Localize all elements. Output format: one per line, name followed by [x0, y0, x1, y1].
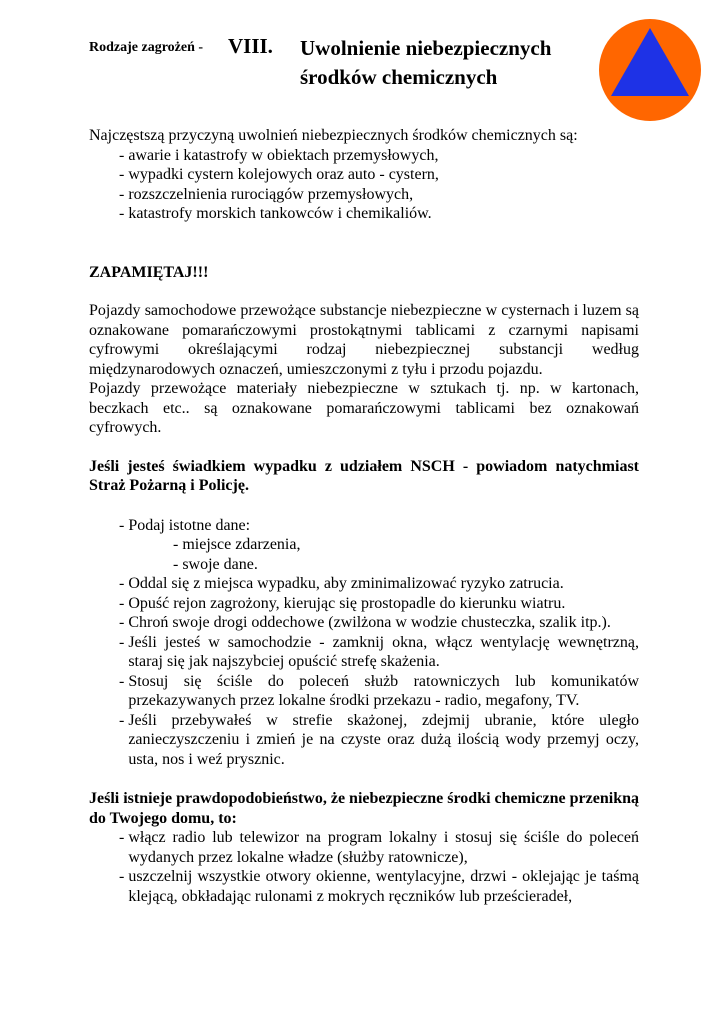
- section-label: Rodzaje zagrożeń -: [89, 40, 204, 55]
- witness-step: - Jeśli jesteś w samochodzie - zamknij okna, włącz wentylację wewnętrzną, staraj się jak najszybciej opuścić strefę skażenia.: [119, 633, 639, 670]
- civil-defence-logo-icon: [598, 18, 702, 122]
- cause-item: - wypadki cystern kolejowych oraz auto - cystern,: [119, 166, 439, 183]
- witness-step: - Opuść rejon zagrożony, kierując się prostopadle do kierunku wiatru.: [119, 594, 566, 612]
- provide-data-item: - Podaj istotne dane:: [119, 516, 251, 534]
- home-heading: Jeśli istnieje prawdopodobieństwo, że niebezpieczne środki chemiczne przenikną do Twojego domu, to:: [89, 790, 639, 827]
- intro-lead: Najczęstszą przyczyną uwolnień niebezpiecznych środków chemicznych są:: [89, 127, 578, 144]
- remember-heading: ZAPAMIĘTAJ!!!: [89, 263, 209, 281]
- document-body: [89, 126, 639, 906]
- chapter-number: VIII.: [228, 34, 273, 58]
- witness-step: - Jeśli przebywałeś w strefie skażonej, zdejmij ubranie, które uległo zanieczyszczeniu i zmień je na czyste oraz dużą ilością wody przemyj oczy, usta, nos i weź prysznic.: [119, 711, 639, 768]
- chapter-title: [300, 34, 551, 92]
- chapter-title-line-1: Uwolnienie niebezpiecznych: [300, 36, 552, 60]
- data-subitem: - swoje dane.: [173, 555, 258, 573]
- chapter-title-line-2: środków chemicznych: [300, 65, 498, 89]
- cause-item: - rozszczelnienia rurociągów przemysłowych,: [119, 185, 414, 203]
- page-header: [0, 0, 724, 130]
- remember-paragraph-2: Pojazdy przewożące materiały niebezpieczne w sztukach tj. np. w kartonach, beczkach etc.. są oznakowane pomarańczowymi tablicami bez oznakowań cyfrowych.: [89, 380, 639, 436]
- witness-heading: Jeśli jesteś świadkiem wypadku z udziałem NSCH - powiadom natychmiast Straż Pożarną i Policję.: [89, 457, 639, 494]
- witness-step: - Chroń swoje drogi oddechowe (zwilżona w wodzie chusteczka, szalik itp.).: [119, 614, 611, 631]
- witness-step: - Stosuj się ściśle do poleceń służb ratowniczych lub komunikatów przekazywanych przez lokalne środki przekazu - radio, megafony, TV.: [119, 672, 639, 709]
- data-subitem: - miejsce zdarzenia,: [173, 536, 301, 553]
- cause-item: - awarie i katastrofy w obiektach przemysłowych,: [119, 146, 439, 164]
- cause-item: - katastrofy morskich tankowców i chemikaliów.: [119, 205, 432, 222]
- witness-step: - Oddal się z miejsca wypadku, aby zminimalizować ryzyko zatrucia.: [119, 575, 564, 592]
- home-step: - włącz radio lub telewizor na program lokalny i stosuj się ściśle do poleceń wydanych przez lokalne władze (służby ratownicze),: [119, 829, 639, 866]
- remember-paragraph-1: Pojazdy samochodowe przewożące substancje niebezpieczne w cysternach i luzem są oznakowane pomarańczowymi prostokątnymi tablicami z czarnymi napisami cyfrowymi określającymi rodzaj niebezpiecznej substancji według międzynarodowych oznaczeń, umieszczonymi z tyłu i przodu pojazdu.: [89, 302, 639, 378]
- home-step: - uszczelnij wszystkie otwory okienne, wentylacyjne, drzwi - oklejając je taśmą klejącą, obkładając rulonami z mokrych ręczników lub prześcieradeł,: [119, 868, 639, 905]
